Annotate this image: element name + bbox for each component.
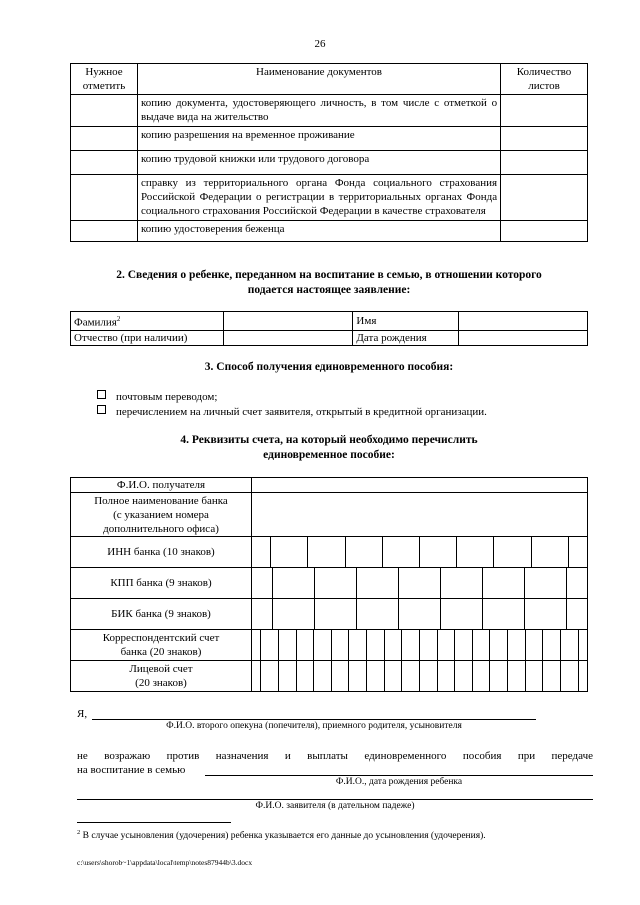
birth-date-label: Дата рождения: [353, 330, 459, 345]
digit-cell[interactable]: [508, 630, 526, 660]
digit-cell[interactable]: [543, 661, 561, 691]
patronymic-field[interactable]: [223, 330, 353, 345]
inn-label: ИНН банка (10 знаков): [71, 537, 252, 568]
digit-cell[interactable]: [524, 568, 566, 598]
digit-cell[interactable]: [367, 630, 385, 660]
second-guardian-line[interactable]: [92, 719, 536, 720]
document-name: копию удостоверения беженца: [137, 221, 500, 242]
checkbox-icon[interactable]: [97, 390, 106, 399]
digit-cell[interactable]: [508, 661, 526, 691]
page-count-cell[interactable]: [501, 175, 588, 221]
digit-cell[interactable]: [252, 568, 273, 598]
section-2-title: 2. Сведения о ребенке, переданном на воспитание в семью, в отношении которого подается настоящее заявление:: [116, 269, 542, 296]
second-guardian-caption: Ф.И.О. второго опекуна (попечителя), приемного родителя, усыновителя: [166, 721, 462, 731]
digit-cell[interactable]: [440, 599, 482, 629]
digit-cell[interactable]: [315, 599, 357, 629]
digit-cell[interactable]: [314, 630, 332, 660]
digit-cell[interactable]: [419, 537, 456, 567]
page-number: 26: [314, 38, 326, 50]
applicant-line[interactable]: [77, 799, 593, 800]
check-cell[interactable]: [71, 175, 138, 221]
digit-cell[interactable]: [357, 568, 399, 598]
bik-digit-cells: [252, 599, 587, 629]
table-header-row: [71, 64, 588, 95]
digit-cell[interactable]: [482, 599, 524, 629]
digit-cell[interactable]: [457, 537, 494, 567]
document-name: копию документа, удостоверяющего личность, в том числе с отметкой о выдаче вида на жительство: [137, 95, 500, 127]
name-field[interactable]: [459, 312, 588, 331]
table-row: [71, 478, 588, 493]
section-3-title: 3. Способ получения единовременного пособия:: [204, 361, 454, 373]
digit-cell[interactable]: [357, 599, 399, 629]
digit-cell[interactable]: [531, 537, 568, 567]
surname-field[interactable]: [223, 312, 353, 331]
declaration-text-2: на воспитание в семью: [77, 764, 186, 776]
corr-digit-cells: [252, 630, 587, 660]
digit-cell[interactable]: [578, 661, 587, 691]
table-row: [71, 493, 588, 537]
digit-cell[interactable]: [252, 599, 273, 629]
file-path: c:\users\shorob~1\appdata\local\temp\notes87944b\3.docx: [77, 858, 253, 867]
corr-account-label: Корреспондентский счет банка (20 знаков): [71, 630, 252, 661]
digit-cell[interactable]: [278, 630, 296, 660]
digit-cell[interactable]: [578, 630, 587, 660]
section-4-title: 4. Реквизиты счета, на который необходимо перечислить единовременное пособие:: [180, 434, 478, 461]
digit-cell[interactable]: [568, 537, 587, 567]
table-row: [71, 151, 588, 175]
ya-label: Я,: [77, 708, 88, 720]
applicant-caption: Ф.И.О. заявителя (в дательном падеже): [255, 801, 415, 811]
digit-cell[interactable]: [271, 537, 308, 567]
child-info-line[interactable]: [205, 775, 593, 776]
table-row: [71, 630, 588, 661]
child-info-caption: Ф.И.О., дата рождения ребенка: [335, 777, 463, 787]
inn-digit-cells: [252, 537, 587, 567]
digit-cell[interactable]: [273, 568, 315, 598]
column-header-check: Нужное отметить: [71, 64, 138, 95]
digit-cell[interactable]: [402, 630, 420, 660]
table-row: [71, 599, 588, 630]
checkbox-icon[interactable]: [97, 405, 106, 414]
digit-cell[interactable]: [261, 630, 279, 660]
digit-cell[interactable]: [524, 599, 566, 629]
digit-cell[interactable]: [252, 661, 261, 691]
digit-cell[interactable]: [472, 661, 490, 691]
recipient-label: Ф.И.О. получателя: [71, 478, 252, 493]
digit-cell[interactable]: [560, 661, 578, 691]
digit-cell[interactable]: [490, 630, 508, 660]
digit-cell[interactable]: [490, 661, 508, 691]
digit-cell[interactable]: [384, 630, 402, 660]
digit-cell[interactable]: [402, 661, 420, 691]
digit-cell[interactable]: [560, 630, 578, 660]
check-cell[interactable]: [71, 95, 138, 127]
digit-cell[interactable]: [382, 537, 419, 567]
digit-cell[interactable]: [331, 630, 349, 660]
digit-cell[interactable]: [437, 630, 455, 660]
digit-cell[interactable]: [455, 661, 473, 691]
digit-cell[interactable]: [525, 661, 543, 691]
digit-cell[interactable]: [273, 599, 315, 629]
digit-cell[interactable]: [419, 661, 437, 691]
digit-cell[interactable]: [261, 661, 279, 691]
column-header-count: Количество листов: [501, 64, 588, 95]
table-row: [71, 95, 588, 127]
page-count-cell[interactable]: [501, 95, 588, 127]
table-row: [71, 312, 588, 331]
patronymic-label: Отчество (при наличии): [71, 330, 224, 345]
child-info-table: [70, 311, 588, 346]
table-row: [71, 330, 588, 345]
digit-cell[interactable]: [543, 630, 561, 660]
digit-cell[interactable]: [455, 630, 473, 660]
digit-cell[interactable]: [315, 568, 357, 598]
documents-table: [70, 63, 588, 242]
name-label: Имя: [353, 312, 459, 331]
kpp-label: КПП банка (9 знаков): [71, 568, 252, 599]
option-bank-account[interactable]: перечислением на личный счет заявителя, открытый в кредитной организации.: [97, 405, 487, 419]
table-row: [71, 127, 588, 151]
digit-cell[interactable]: [384, 661, 402, 691]
digit-cell[interactable]: [308, 537, 345, 567]
digit-cell[interactable]: [367, 661, 385, 691]
bank-details-table: [70, 477, 588, 692]
digit-cell[interactable]: [252, 630, 261, 660]
page-count-cell[interactable]: [501, 221, 588, 242]
column-header-documents: Наименование документов: [137, 64, 500, 95]
birth-date-field[interactable]: [459, 330, 588, 345]
recipient-field[interactable]: [252, 478, 588, 493]
check-cell[interactable]: [71, 151, 138, 175]
bik-label: БИК банка (9 знаков): [71, 599, 252, 630]
digit-cell[interactable]: [472, 630, 490, 660]
footnote-separator: [77, 822, 231, 823]
digit-cell[interactable]: [399, 599, 441, 629]
footnote: $^2$ В случае усыновления (удочерения) ребенка указывается его данные до усыновления (удочерения).: [77, 829, 486, 842]
digit-cell[interactable]: [349, 630, 367, 660]
digit-cell[interactable]: [566, 599, 587, 629]
table-row: [71, 221, 588, 242]
table-row: [71, 175, 588, 221]
digit-cell[interactable]: [494, 537, 531, 567]
digit-cell[interactable]: [252, 537, 271, 567]
digit-cell[interactable]: [296, 661, 314, 691]
check-cell[interactable]: [71, 221, 138, 242]
declaration-text: не возражаю против назначения и выплаты единовременного пособия при передаче: [77, 750, 593, 762]
check-cell[interactable]: [71, 127, 138, 151]
document-name: копию трудовой книжки или трудового договора: [137, 151, 500, 175]
option-postal[interactable]: почтовым переводом;: [97, 390, 217, 404]
page-count-cell[interactable]: [501, 151, 588, 175]
table-row: [71, 661, 588, 692]
digit-cell[interactable]: [331, 661, 349, 691]
digit-cell[interactable]: [437, 661, 455, 691]
personal-account-label: Лицевой счет (20 знаков): [71, 661, 252, 692]
page-count-cell[interactable]: [501, 127, 588, 151]
table-row: [71, 568, 588, 599]
digit-cell[interactable]: [314, 661, 332, 691]
digit-cell[interactable]: [349, 661, 367, 691]
digit-cell[interactable]: [525, 630, 543, 660]
digit-cell[interactable]: [296, 630, 314, 660]
table-row: [71, 537, 588, 568]
digit-cell[interactable]: [419, 630, 437, 660]
kpp-digit-cells: [252, 568, 587, 598]
bank-name-label: Полное наименование банка (с указанием номера дополнительного офиса): [71, 493, 252, 537]
bank-name-field[interactable]: [252, 493, 588, 537]
digit-cell[interactable]: [399, 568, 441, 598]
digit-cell[interactable]: [566, 568, 587, 598]
digit-cell[interactable]: [345, 537, 382, 567]
document-name: копию разрешения на временное проживание: [137, 127, 500, 151]
surname-label: Фамилия$^2$: [71, 312, 224, 331]
document-name: справку из территориального органа Фонда социального страхования Российской Федерации о регистрации в территориальных органах Фонда социального страхования Российской Федерации в качестве страхователя: [137, 175, 500, 221]
personal-digit-cells: [252, 661, 587, 691]
digit-cell[interactable]: [482, 568, 524, 598]
digit-cell[interactable]: [278, 661, 296, 691]
digit-cell[interactable]: [440, 568, 482, 598]
